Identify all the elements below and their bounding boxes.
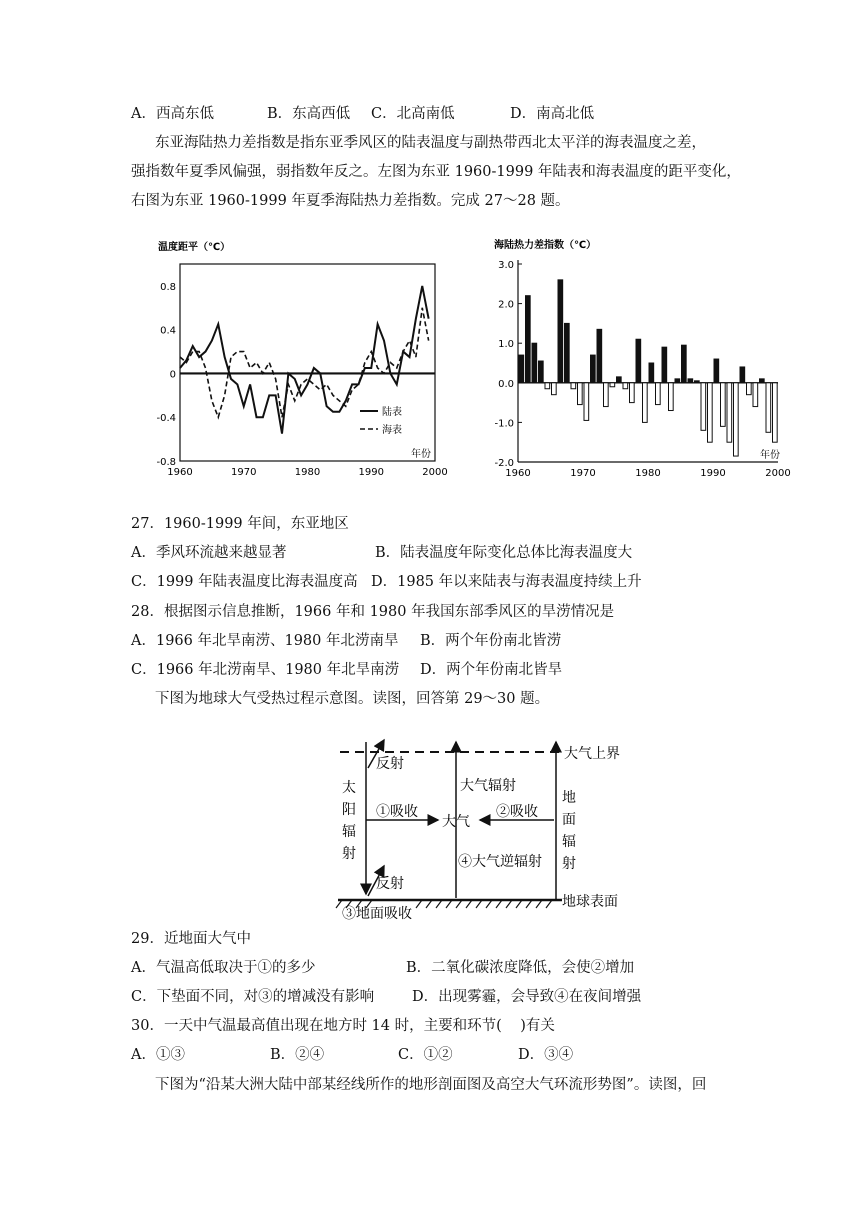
- right-x-axis-label: 年份: [760, 450, 780, 461]
- index-bar: [766, 383, 771, 433]
- atmosphere-label: 大气: [442, 814, 470, 830]
- q28-option-a: A．1966 年北旱南涝、1980 年北涝南旱: [131, 633, 399, 649]
- counter-radiation-label: ④大气逆辐射: [458, 854, 542, 870]
- q28-option-d: D．两个年份南北皆旱: [420, 662, 563, 678]
- index-bar: [662, 347, 667, 383]
- intro-27-28-line3: 右图为东亚 1960-1999 年夏季海陆热力差指数。完成 27～28 题。: [131, 193, 570, 209]
- index-bar: [571, 383, 576, 389]
- q30-option-c: C．①②: [398, 1047, 453, 1063]
- q26-option-b: B．东高西低: [267, 106, 351, 122]
- right-x-tick-label: 1990: [700, 468, 726, 479]
- q26-option-c: C．北高南低: [371, 106, 455, 122]
- solar-char-3: 辐: [342, 824, 356, 840]
- bottom-boundary-label: 地球表面: [562, 894, 618, 910]
- index-bar: [727, 383, 732, 442]
- q29-option-c: C．下垫面不同，对③的增减没有影响: [131, 989, 375, 1005]
- ground-char-3: 辐: [562, 834, 576, 850]
- right-y-tick-label: 2.0: [498, 299, 514, 311]
- q27-option-d: D．1985 年以来陆表与海表温度持续上升: [371, 574, 642, 590]
- q26-option-d: D．南高北低: [510, 106, 595, 122]
- left-x-tick-label: 1970: [231, 467, 257, 478]
- right-y-tick-label: 0.0: [498, 378, 514, 390]
- left-x-tick-label: 1960: [167, 467, 193, 478]
- ground-char-4: 射: [562, 856, 576, 872]
- index-bar: [539, 361, 544, 383]
- index-bar: [740, 367, 745, 383]
- index-bar: [734, 383, 739, 456]
- reflect-top-label: 反射: [376, 756, 404, 772]
- q30-stem: 30．一天中气温最高值出现在地方时 14 时，主要和环节( )有关: [131, 1018, 555, 1034]
- solar-char-1: 太: [342, 780, 356, 796]
- left-y-tick-label: 0.8: [160, 281, 176, 293]
- q27-option-c: C．1999 年陆表温度比海表温度高: [131, 574, 358, 590]
- index-bar: [643, 383, 648, 423]
- solar-char-2: 阳: [342, 802, 356, 818]
- left-chart-title: 温度距平（℃）: [158, 242, 231, 253]
- q27-option-a: A．季风环流越来越显著: [131, 545, 287, 561]
- index-bar: [610, 383, 615, 387]
- atm-radiation-label: 大气辐射: [460, 778, 516, 794]
- index-bar: [708, 383, 713, 442]
- thermal-index-chart: [488, 234, 808, 488]
- atmosphere-heating-diagram: [330, 728, 640, 928]
- q28-option-b: B．两个年份南北皆涝: [420, 633, 562, 649]
- ground-char-2: 面: [562, 812, 576, 828]
- index-bar: [623, 383, 628, 389]
- index-bar: [721, 383, 726, 427]
- right-x-tick-label: 1970: [570, 468, 596, 479]
- q28-option-c: C．1966 年北涝南旱、1980 年北旱南涝: [131, 662, 400, 678]
- index-bar: [545, 383, 550, 389]
- right-x-tick-label: 1960: [505, 468, 531, 479]
- index-bar: [747, 383, 752, 395]
- index-bar: [526, 296, 531, 383]
- left-y-tick-label: -0.8: [156, 457, 176, 468]
- left-x-tick-label: 1980: [294, 467, 321, 478]
- ground-absorb-label: ③地面吸收: [342, 906, 412, 922]
- top-boundary-label: 大气上界: [564, 746, 620, 762]
- index-bar: [565, 323, 570, 382]
- right-y-tick-label: 1.0: [498, 339, 514, 351]
- left-y-tick-label: 0: [169, 369, 176, 381]
- left-x-axis-label: 年份: [411, 449, 431, 460]
- index-bar: [714, 359, 719, 383]
- q29-stem: 29．近地面大气中: [131, 931, 251, 947]
- q29-option-d: D．出现雾霾，会导致④在夜间增强: [412, 989, 642, 1005]
- index-bar: [656, 383, 661, 405]
- index-bar: [597, 329, 602, 382]
- q30-option-b: B．②④: [270, 1047, 325, 1063]
- intro-29-30: 下图为地球大气受热过程示意图。读图，回答第 29～30 题。: [155, 691, 550, 707]
- index-bar: [675, 379, 680, 383]
- index-bar: [760, 379, 765, 383]
- index-bar: [584, 383, 589, 421]
- index-bar: [552, 383, 557, 395]
- index-bar: [636, 339, 641, 383]
- right-chart-title: 海陆热力差指数（℃）: [494, 240, 597, 251]
- index-bar: [773, 383, 778, 442]
- index-bar: [688, 379, 693, 383]
- intro-27-28-line1: 东亚海陆热力差指数是指东亚季风区的陆表温度与副热带西北太平洋的海表温度之差，: [155, 135, 706, 151]
- q26-option-a: A．西高东低: [131, 106, 214, 122]
- solar-char-4: 射: [342, 846, 356, 862]
- index-bar: [578, 383, 583, 405]
- q27-stem: 27．1960-1999 年间，东亚地区: [131, 516, 349, 532]
- left-y-tick-label: -0.4: [156, 413, 176, 425]
- index-bar: [695, 381, 700, 383]
- right-y-tick-label: -1.0: [494, 418, 514, 430]
- q29-option-b: B．二氧化碳浓度降低，会使②增加: [406, 960, 635, 976]
- q29-option-a: A．气温高低取决于①的多少: [131, 960, 316, 976]
- left-y-tick-label: 0.4: [160, 325, 176, 337]
- index-bar: [630, 383, 635, 403]
- index-bar: [682, 345, 687, 383]
- ground-char-1: 地: [562, 790, 576, 806]
- legend-label: 海表: [382, 425, 402, 436]
- index-bar: [617, 377, 622, 383]
- temperature-anomaly-chart: [150, 236, 450, 486]
- q30-option-d: D．③④: [518, 1047, 574, 1063]
- absorb1-label: ①吸收: [376, 804, 418, 820]
- intro-next: 下图为“沿某大洲大陆中部某经线所作的地形剖面图及高空大气环流形势图”。读图，回: [155, 1077, 707, 1093]
- right-y-tick-label: -2.0: [494, 458, 514, 469]
- q27-option-b: B．陆表温度年际变化总体比海表温度大: [375, 545, 633, 561]
- intro-27-28-line2: 强指数年夏季风偏强，弱指数年反之。左图为东亚 1960-1999 年陆表和海表温度的距平变化，: [131, 164, 741, 180]
- index-bar: [753, 383, 758, 407]
- right-y-tick-label: 3.0: [498, 260, 514, 271]
- index-bar: [532, 343, 537, 383]
- absorb2-label: ②吸收: [496, 804, 538, 820]
- q28-stem: 28．根据图示信息推断，1966 年和 1980 年我国东部季风区的旱涝情况是: [131, 604, 615, 620]
- index-bar: [649, 363, 654, 383]
- right-x-tick-label: 2000: [765, 468, 791, 479]
- q30-option-a: A．①③: [131, 1047, 185, 1063]
- left-x-tick-label: 2000: [422, 467, 448, 478]
- index-bar: [701, 383, 706, 431]
- legend-label: 陆表: [382, 407, 402, 418]
- left-x-tick-label: 1990: [358, 467, 384, 478]
- index-bar: [591, 355, 596, 383]
- right-x-tick-label: 1980: [635, 468, 661, 479]
- index-bar: [558, 280, 563, 383]
- index-bar: [669, 383, 674, 411]
- index-bar: [519, 355, 524, 383]
- reflect-bottom-label: 反射: [376, 876, 404, 892]
- index-bar: [604, 383, 609, 407]
